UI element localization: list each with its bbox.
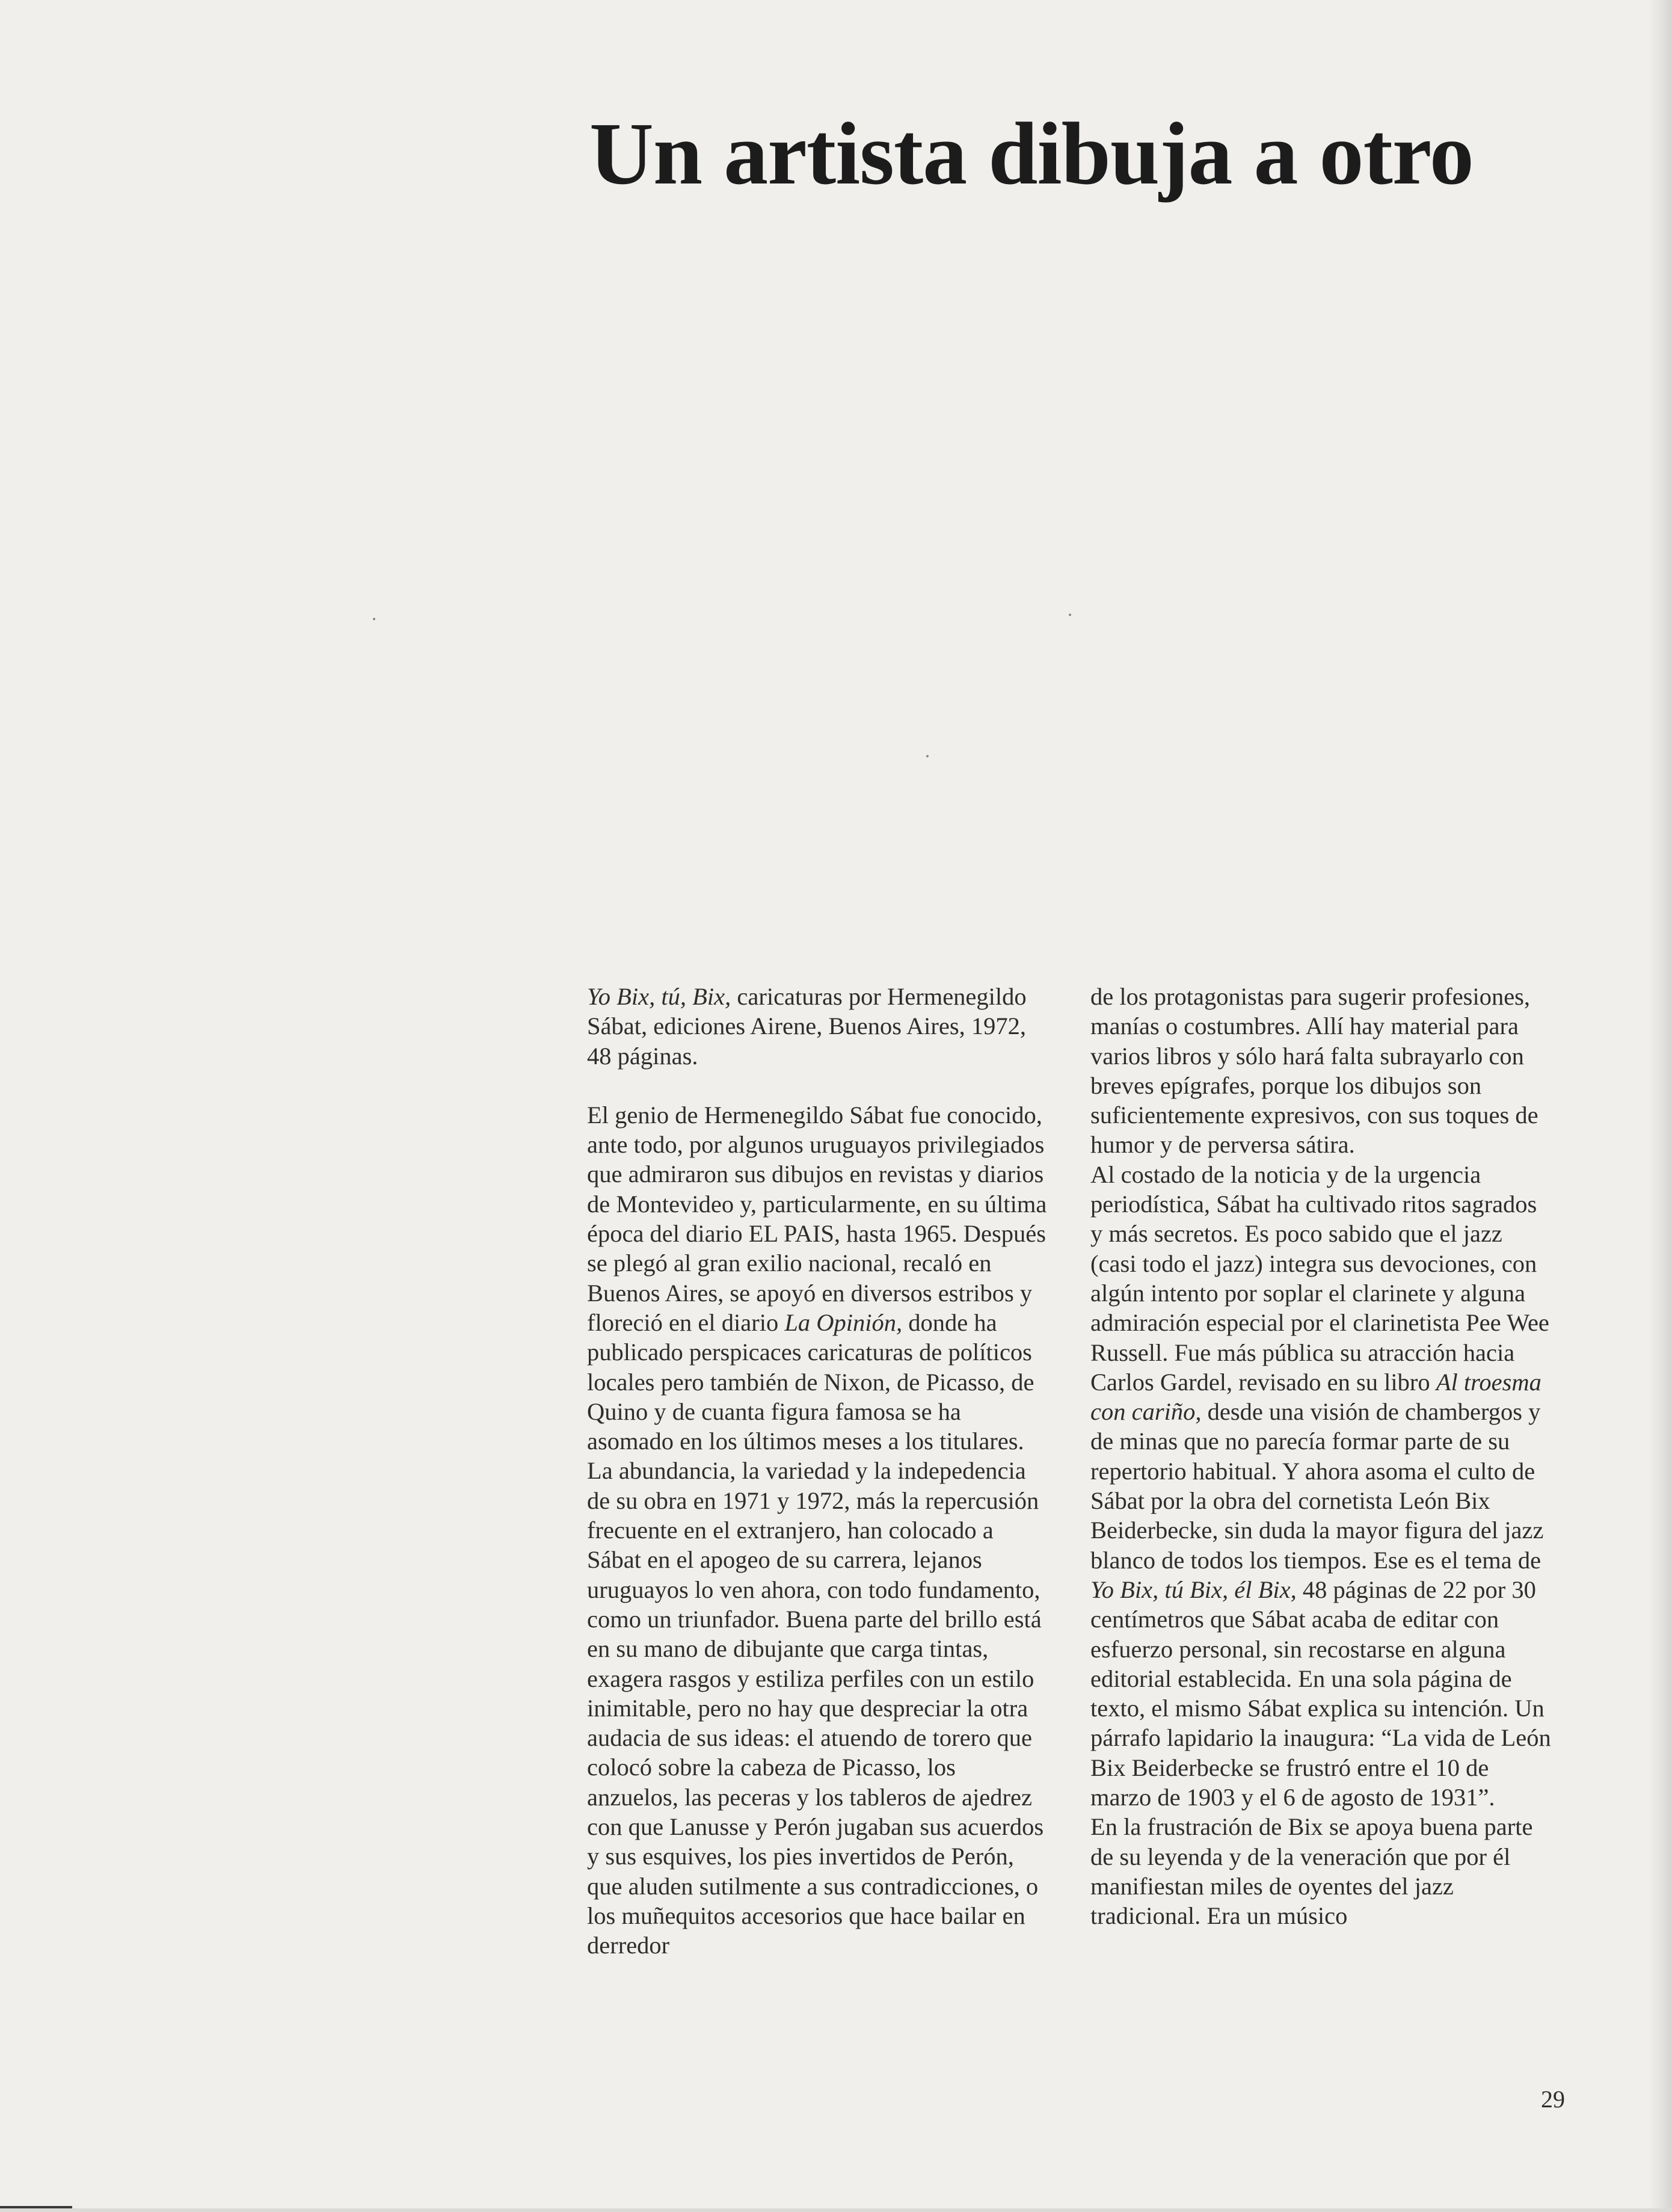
paper-speck	[926, 755, 929, 757]
book-details: caricaturas por Hermenegildo Sábat, ediciones Airene, Buenos Aires, 1972, 48 páginas.	[587, 983, 1027, 1070]
newspaper-title: La Opinión,	[784, 1308, 903, 1336]
book-title: Yo Bix, tú Bix, él Bix,	[1090, 1576, 1297, 1603]
paragraph-gap	[587, 1071, 1050, 1100]
page-edge	[1668, 0, 1672, 2212]
article-title: Un artista dibuja a otro	[589, 105, 1474, 203]
page-number: 29	[1541, 2086, 1565, 2113]
right-column	[1090, 982, 1554, 1931]
paper-speck	[373, 618, 375, 620]
body-paragraph: de los protagonistas para sugerir profesiones, manías o costumbres. Allí hay material para varios libros y sólo hará falta subrayarlo con breves epígrafes, porque los dibujos son suficientemente expresivos, con sus toques de humor y de perversa sátira.	[1090, 983, 1538, 1159]
book-title: Al troesma con cariño,	[1090, 1368, 1541, 1426]
body-text: 48 páginas de 22 por 30 centímetros que Sábat acaba de editar con esfuerzo personal, sin recostarse en alguna editorial establecida. En una sola página de texto, el mismo Sábat explica su intención. Un párrafo lapidario la inaugura: “La vida de León Bix Beiderbecke se frustró entre el 10 de marzo de 1903 y el 6 de agosto de 1931”.	[1090, 1576, 1551, 1811]
body-text: Al costado de la noticia y de la urgencia periodística, Sábat ha cultivado ritos sagrados y más secretos. Es poco sabido que el jazz (casi todo el jazz) integra sus devociones, con algún intento por soplar el clarinete y alguna admiración especial por el clarinetista Pee Wee Russell. Fue más pública su atracción hacia Carlos Gardel, revisado en su libro	[1090, 1160, 1549, 1396]
body-paragraph	[587, 1100, 1050, 1961]
body-text: desde una visión de chambergos y de minas que no parecía formar parte de su repertorio habitual. Y ahora asoma el culto de Sábat por la obra del cornetista León Bix Beiderbecke, sin duda la mayor figura del jazz blanco de todos los tiempos. Ese es el tema de	[1090, 1398, 1544, 1574]
paper-speck	[1069, 614, 1071, 616]
book-title: Yo Bix, tú, Bix,	[587, 983, 731, 1010]
bottom-edge-mark	[0, 2206, 72, 2208]
body-paragraph: En la frustración de Bix se apoya buena parte de su leyenda y de la veneración que por él manifiestan miles de oyentes del jazz tradicional. Era un músico	[1090, 1813, 1533, 1930]
book-reference	[587, 982, 1050, 1071]
body-text: donde ha publicado perspicaces caricaturas de políticos locales pero también de Nixon, de Picasso, de Quino y de cuanta figura famosa se ha asomado en los últimos meses a los titulares. La abundancia, la variedad y la indepedencia de su obra en 1971 y 1972, más la repercusión frecuente en el extranjero, han colocado a Sábat en el apogeo de su carrera, lejanos uruguayos lo ven ahora, con todo fundamento, como un triunfador. Buena parte del brillo está en su mano de dibujante que carga tintas, exagera rasgos y estiliza perfiles con un estilo inimitable, pero no hay que despreciar la otra audacia de sus ideas: el atuendo de torero que colocó sobre la cabeza de Picasso, los anzuelos, las peceras y los tableros de ajedrez con que Lanusse y Perón jugaban sus acuerdos y sus esquives, los pies invertidos de Perón, que aluden sutilmente a sus contradicciones, o los muñequitos accesorios que hace bailar en derredor	[587, 1308, 1044, 1959]
left-column	[587, 982, 1050, 1961]
bottom-edge	[0, 2208, 1672, 2212]
body-text: El genio de Hermenegildo Sábat fue conocido, ante todo, por algunos uruguayos privilegiados que admiraron sus dibujos en revistas y diarios de Montevideo y, particularmente, en su última época del diario EL PAIS, hasta 1965. Después se plegó al gran exilio nacional, recaló en Buenos Aires, se apoyó en diversos estribos y floreció en el diario	[587, 1101, 1047, 1336]
body-paragraph	[1090, 1160, 1554, 1813]
